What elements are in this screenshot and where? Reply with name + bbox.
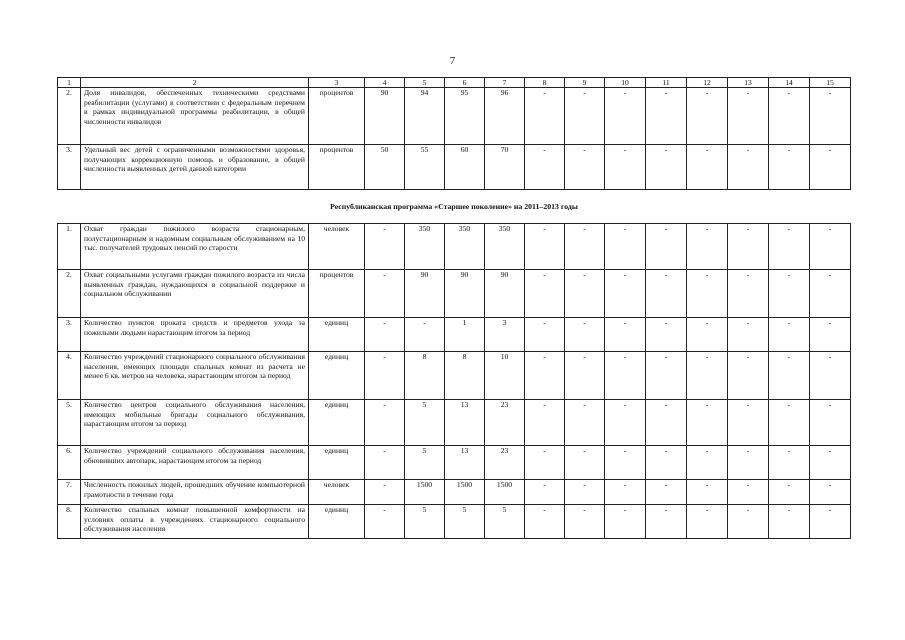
value-cell: -	[565, 270, 605, 318]
value-cell: 10	[485, 352, 525, 400]
value-cell: -	[769, 480, 810, 505]
value-cell: 13	[445, 400, 485, 446]
column-header: 6	[445, 78, 485, 88]
value-cell: 1500	[445, 480, 485, 505]
row-number: 2.	[58, 88, 81, 145]
column-header: 5	[405, 78, 445, 88]
unit-cell: единиц	[309, 505, 365, 539]
column-header: 3	[309, 78, 365, 88]
unit-cell: единиц	[309, 400, 365, 446]
value-cell: 5	[405, 446, 445, 480]
value-cell: 94	[405, 88, 445, 145]
value-cell: -	[646, 400, 687, 446]
unit-cell: человек	[309, 480, 365, 505]
value-cell: -	[525, 145, 565, 190]
value-cell: 90	[445, 270, 485, 318]
program-title: Республиканская программа «Старшее поколение» на 2011–2013 годы	[58, 190, 851, 224]
value-cell: -	[565, 224, 605, 270]
row-number: 8.	[58, 505, 81, 539]
indicator-name: Количество учреждений социального обслуживания населения, обновивших автопарк, нарастающим итогом за период	[81, 446, 309, 480]
page-number: 7	[449, 55, 456, 67]
value-cell: -	[565, 480, 605, 505]
value-cell: -	[810, 400, 851, 446]
row-number: 1.	[58, 224, 81, 270]
value-cell: -	[687, 505, 728, 539]
value-cell: -	[365, 480, 405, 505]
indicators-table	[57, 77, 851, 539]
value-cell: -	[687, 270, 728, 318]
column-header: 7	[485, 78, 525, 88]
value-cell: -	[810, 88, 851, 145]
value-cell: 95	[445, 88, 485, 145]
value-cell: 90	[405, 270, 445, 318]
column-header: 8	[525, 78, 565, 88]
table-row	[58, 270, 851, 318]
value-cell: -	[769, 400, 810, 446]
value-cell: -	[365, 505, 405, 539]
unit-cell: процентов	[309, 145, 365, 190]
value-cell: -	[769, 352, 810, 400]
value-cell: -	[687, 145, 728, 190]
value-cell: 13	[445, 446, 485, 480]
value-cell: -	[565, 352, 605, 400]
value-cell: -	[810, 480, 851, 505]
table-row	[58, 318, 851, 352]
column-header: 4	[365, 78, 405, 88]
value-cell: -	[810, 446, 851, 480]
value-cell: 1500	[485, 480, 525, 505]
value-cell: -	[365, 270, 405, 318]
value-cell: -	[728, 352, 769, 400]
value-cell: 23	[485, 446, 525, 480]
value-cell: -	[646, 446, 687, 480]
value-cell: -	[728, 88, 769, 145]
value-cell: -	[525, 224, 565, 270]
value-cell: -	[687, 480, 728, 505]
value-cell: -	[605, 318, 646, 352]
value-cell: -	[687, 446, 728, 480]
column-header: 9	[565, 78, 605, 88]
value-cell: -	[565, 400, 605, 446]
value-cell: -	[605, 505, 646, 539]
value-cell: -	[646, 145, 687, 190]
value-cell: -	[525, 318, 565, 352]
value-cell: -	[565, 145, 605, 190]
row-number: 4.	[58, 352, 81, 400]
value-cell: -	[687, 224, 728, 270]
value-cell: -	[605, 145, 646, 190]
value-cell: 350	[405, 224, 445, 270]
table-row	[58, 352, 851, 400]
value-cell: -	[728, 270, 769, 318]
column-number-row	[58, 78, 851, 88]
value-cell: -	[769, 145, 810, 190]
value-cell: -	[405, 318, 445, 352]
value-cell: -	[365, 352, 405, 400]
value-cell: 50	[365, 145, 405, 190]
column-header: 15	[810, 78, 851, 88]
value-cell: -	[687, 318, 728, 352]
indicator-name: Охват социальными услугами граждан пожилого возраста из числа выявленных граждан, нуждающихся в социальной поддержке и социальном обслуживании	[81, 270, 309, 318]
value-cell: -	[365, 446, 405, 480]
value-cell: 1	[445, 318, 485, 352]
value-cell: -	[769, 224, 810, 270]
unit-cell: процентов	[309, 88, 365, 145]
value-cell: -	[565, 318, 605, 352]
value-cell: -	[605, 446, 646, 480]
value-cell: 70	[485, 145, 525, 190]
value-cell: -	[810, 318, 851, 352]
value-cell: -	[646, 270, 687, 318]
value-cell: -	[605, 88, 646, 145]
value-cell: -	[525, 88, 565, 145]
value-cell: -	[565, 505, 605, 539]
indicator-name: Количество учреждений стационарного социального обслуживания населения, имеющих площади спальных комнат из расчета не менее 6 кв. метров на человека, нарастающим итогом за период	[81, 352, 309, 400]
value-cell: -	[605, 270, 646, 318]
indicator-name: Численность пожилых людей, прошедших обучение компьютерной грамотности в течение года	[81, 480, 309, 505]
table-row	[58, 88, 851, 145]
value-cell: -	[646, 224, 687, 270]
value-cell: -	[646, 480, 687, 505]
value-cell: 5	[405, 400, 445, 446]
value-cell: -	[365, 318, 405, 352]
value-cell: 8	[405, 352, 445, 400]
program-title-row	[58, 190, 851, 224]
value-cell: 3	[485, 318, 525, 352]
value-cell: 23	[485, 400, 525, 446]
column-header: 14	[769, 78, 810, 88]
value-cell: -	[728, 145, 769, 190]
value-cell: -	[769, 88, 810, 145]
value-cell: -	[687, 352, 728, 400]
value-cell: -	[728, 318, 769, 352]
indicator-name: Количество спальных комнат повышенной комфортности на условиях оплаты в учреждениях стационарного социального обслуживания населения	[81, 505, 309, 539]
value-cell: -	[525, 352, 565, 400]
value-cell: -	[646, 88, 687, 145]
value-cell: -	[728, 480, 769, 505]
column-header: 11	[646, 78, 687, 88]
indicator-name: Доля инвалидов, обеспеченных техническими средствами реабилитации (услугами) в соответствии с федеральным перечнем в рамках индивидуальной программы реабилитации, в общей численности инвалидов	[81, 88, 309, 145]
value-cell: -	[365, 224, 405, 270]
value-cell: -	[810, 270, 851, 318]
unit-cell: единиц	[309, 318, 365, 352]
value-cell: -	[525, 446, 565, 480]
value-cell: -	[605, 224, 646, 270]
value-cell: 8	[445, 352, 485, 400]
value-cell: -	[605, 352, 646, 400]
table-row	[58, 400, 851, 446]
value-cell: 1500	[405, 480, 445, 505]
table-row	[58, 505, 851, 539]
value-cell: -	[769, 505, 810, 539]
unit-cell: процентов	[309, 270, 365, 318]
table-row	[58, 446, 851, 480]
value-cell: 5	[485, 505, 525, 539]
column-header: 1	[58, 78, 81, 88]
value-cell: -	[525, 480, 565, 505]
value-cell: 90	[365, 88, 405, 145]
value-cell: 350	[485, 224, 525, 270]
value-cell: -	[728, 446, 769, 480]
column-header: 12	[687, 78, 728, 88]
value-cell: -	[769, 446, 810, 480]
unit-cell: единиц	[309, 446, 365, 480]
value-cell: 5	[445, 505, 485, 539]
unit-cell: единиц	[309, 352, 365, 400]
value-cell: 55	[405, 145, 445, 190]
value-cell: -	[605, 400, 646, 446]
value-cell: -	[728, 505, 769, 539]
table-body	[58, 78, 851, 539]
table-row	[58, 480, 851, 505]
column-header: 13	[728, 78, 769, 88]
unit-cell: человек	[309, 224, 365, 270]
value-cell: -	[728, 400, 769, 446]
indicator-name: Количество пунктов проката средств и предметов ухода за пожилыми людьми нарастающим итогом за период	[81, 318, 309, 352]
value-cell: -	[687, 400, 728, 446]
value-cell: -	[646, 505, 687, 539]
value-cell: 5	[405, 505, 445, 539]
column-header: 10	[605, 78, 646, 88]
value-cell: -	[810, 352, 851, 400]
row-number: 2.	[58, 270, 81, 318]
row-number: 6.	[58, 446, 81, 480]
value-cell: -	[525, 505, 565, 539]
value-cell: -	[605, 480, 646, 505]
value-cell: 90	[485, 270, 525, 318]
value-cell: -	[687, 88, 728, 145]
value-cell: 60	[445, 145, 485, 190]
value-cell: 350	[445, 224, 485, 270]
indicator-name: Количество центров социального обслуживания населения, имеющих мобильные бригады социального обслуживания, нарастающим итогом за период	[81, 400, 309, 446]
value-cell: 96	[485, 88, 525, 145]
value-cell: -	[810, 145, 851, 190]
value-cell: -	[769, 270, 810, 318]
column-header: 2	[81, 78, 309, 88]
value-cell: -	[810, 224, 851, 270]
value-cell: -	[525, 400, 565, 446]
value-cell: -	[810, 505, 851, 539]
row-number: 5.	[58, 400, 81, 446]
value-cell: -	[728, 224, 769, 270]
indicator-name: Удельный вес детей с ограниченными возможностями здоровья, получающих коррекционную помощь и образование, в общей численности выявленных детей данной категории	[81, 145, 309, 190]
value-cell: -	[646, 318, 687, 352]
indicator-name: Охват граждан пожилого возраста стационарным, полустационарным и надомным социальным обслуживанием на 10 тыс. получателей трудовых пенсий по старости	[81, 224, 309, 270]
row-number: 3.	[58, 318, 81, 352]
table-row	[58, 224, 851, 270]
value-cell: -	[525, 270, 565, 318]
table-row	[58, 145, 851, 190]
value-cell: -	[565, 446, 605, 480]
row-number: 3.	[58, 145, 81, 190]
row-number: 7.	[58, 480, 81, 505]
value-cell: -	[565, 88, 605, 145]
value-cell: -	[769, 318, 810, 352]
value-cell: -	[365, 400, 405, 446]
value-cell: -	[646, 352, 687, 400]
